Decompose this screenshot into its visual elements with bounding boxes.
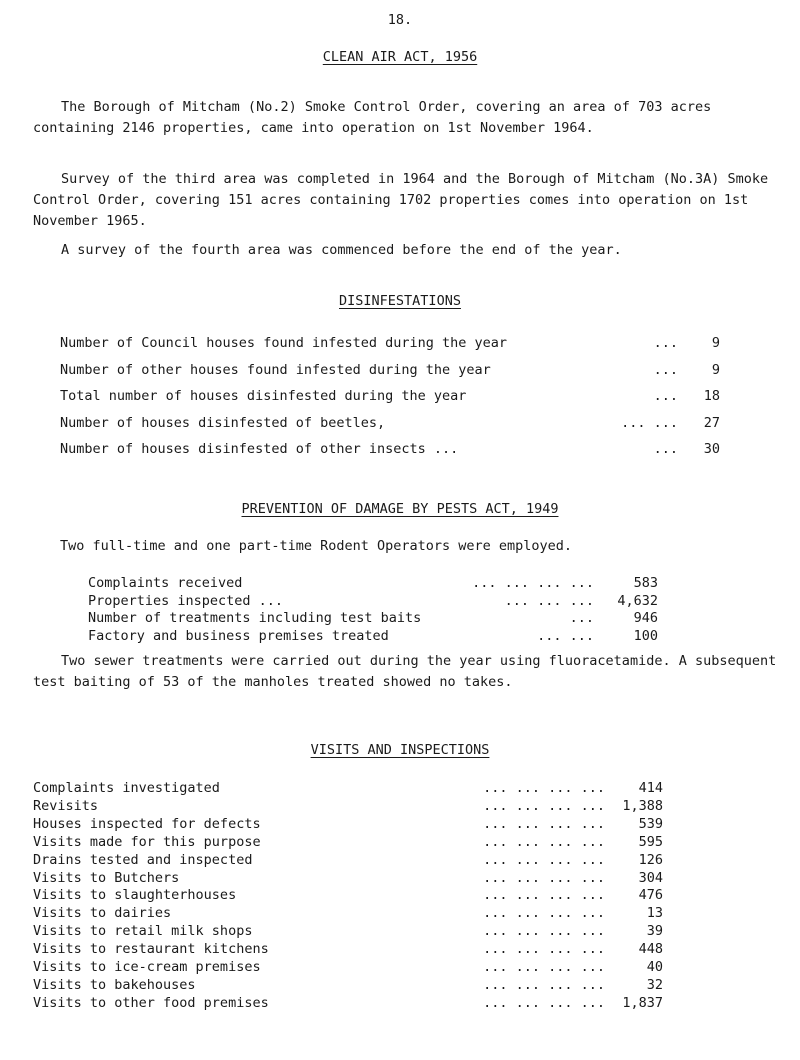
pests-row-value: 100 [633, 627, 658, 644]
pests-row-value: 946 [633, 610, 658, 626]
disinfestation-row-label: Total number of houses disinfested during the year [60, 388, 467, 404]
visits-row-label: Visits made for this purpose [33, 833, 261, 850]
pests-row-value: 4,632 [617, 592, 658, 609]
disinfestation-row-value: 27 [703, 414, 720, 431]
visits-row-label: Houses inspected for defects [33, 815, 261, 832]
pests-closing-paragraph: Two sewer treatments were carried out during the year using fluoracetamide. A subsequent test baiting of 53 of the manholes treated showed no takes. [33, 653, 777, 690]
visits-row-label: Visits to ice-cream premises [33, 959, 261, 975]
pests-intro: Two full-time and one part-time Rodent Operators were employed. [60, 538, 573, 554]
visits-row-label: Visits to other food premises [33, 994, 269, 1011]
disinfestation-row [60, 414, 720, 433]
pests-row [88, 577, 658, 593]
disinfestation-row [60, 337, 720, 353]
clean-air-paragraph-1: The Borough of Mitcham (No.2) Smoke Control Order, covering an area of 703 acres containing 2146 properties, came into operation on 1st November 1964. [33, 99, 712, 136]
disinfestation-row-value: 30 [703, 441, 720, 457]
visits-row-value: 1,388 [622, 797, 663, 814]
visits-row [33, 976, 663, 995]
visits-row-value: 32 [646, 976, 663, 993]
visits-row [33, 869, 663, 888]
disinfestation-row [60, 390, 720, 406]
disinfestation-row-value: 9 [711, 361, 720, 378]
disinfestation-row-leader: ... [653, 388, 678, 404]
visits-row-value: 1,837 [622, 994, 663, 1011]
visits-row-label: Visits to restaurant kitchens [33, 941, 269, 958]
pests-row-label: Properties inspected ... [88, 592, 284, 609]
visits-row-value: 39 [646, 923, 663, 940]
visits-row-leader: ... ... ... ... [483, 851, 605, 868]
visits-row [33, 851, 663, 870]
page-number: 18. [387, 12, 413, 28]
visits-row [33, 815, 663, 834]
visits-row [33, 797, 663, 816]
clean-air-paragraph-3: A survey of the fourth area was commenced before the end of the year. [61, 242, 622, 258]
visits-row-value: 40 [646, 959, 663, 975]
pests-row-label: Complaints received [88, 575, 243, 591]
visits-row-label: Complaints investigated [33, 780, 220, 796]
visits-row [33, 782, 663, 798]
visits-heading: VISITS AND INSPECTIONS [310, 742, 490, 758]
visits-row-leader: ... ... ... ... [483, 994, 605, 1011]
visits-row-leader: ... ... ... ... [483, 833, 605, 850]
visits-row [33, 907, 663, 923]
clean-air-heading: CLEAN AIR ACT, 1956 [322, 49, 478, 65]
pests-row-label: Number of treatments including test baits [88, 610, 422, 626]
pests-row [88, 627, 658, 646]
pests-row-leader: ... ... [537, 627, 594, 644]
pests-row-value: 583 [633, 575, 658, 591]
visits-row-leader: ... ... ... ... [483, 976, 605, 993]
visits-row-value: 13 [646, 905, 663, 922]
disinfestation-row-leader: ... ... [621, 414, 678, 431]
disinfestation-row-label: Number of houses disinfested of other insects ... [60, 441, 459, 457]
visits-row-leader: ... ... ... ... [483, 941, 605, 958]
disinfestation-row-leader: ... [653, 441, 678, 457]
visits-row-leader: ... ... ... ... [483, 869, 605, 886]
visits-row-value: 476 [638, 887, 663, 904]
visits-row-value: 448 [638, 941, 663, 958]
visits-row [33, 833, 663, 852]
visits-row-value: 126 [638, 851, 663, 868]
visits-row-leader: ... ... ... ... [483, 887, 605, 904]
visits-row-label: Visits to slaughterhouses [33, 887, 237, 904]
visits-row-label: Visits to Butchers [33, 869, 180, 886]
visits-row [33, 961, 663, 977]
visits-row-value: 595 [638, 833, 663, 850]
clean-air-paragraph-2: Survey of the third area was completed in 1964 and the Borough of Mitcham (No.3A) Smoke Control Order, covering 151 acres containing 1702 properties comes into operation on 1st November 1965. [33, 171, 769, 229]
visits-row-label: Visits to bakehouses [33, 976, 196, 993]
visits-row-leader: ... ... ... ... [483, 780, 605, 796]
disinfestation-row-value: 9 [711, 335, 720, 351]
visits-row-value: 414 [638, 780, 663, 796]
pests-row [88, 592, 658, 611]
pests-row-leader: ... ... ... ... [472, 575, 594, 591]
pests-row-leader: ... ... ... [504, 592, 594, 609]
visits-row [33, 889, 663, 905]
visits-row [33, 925, 663, 941]
pests-row-label: Factory and business premises treated [88, 627, 389, 644]
pests-row [88, 612, 658, 628]
visits-row-label: Drains tested and inspected [33, 851, 253, 868]
disinfestation-row-value: 18 [703, 388, 720, 404]
visits-row [33, 994, 663, 1013]
pests-row-leader: ... [569, 610, 594, 626]
visits-row-label: Visits to dairies [33, 905, 172, 922]
visits-row-value: 539 [638, 815, 663, 832]
disinfestation-row-leader: ... [653, 361, 678, 378]
visits-row-leader: ... ... ... ... [483, 923, 605, 940]
visits-row-label: Revisits [33, 797, 99, 814]
visits-row-leader: ... ... ... ... [483, 815, 605, 832]
disinfestation-row [60, 361, 720, 380]
visits-row-label: Visits to retail milk shops [33, 923, 253, 940]
disinfestation-row-label: Number of other houses found infested during the year [60, 361, 491, 378]
visits-row-leader: ... ... ... ... [483, 797, 605, 814]
disinfestation-row-leader: ... [653, 335, 678, 351]
visits-row-value: 304 [638, 869, 663, 886]
disinfestation-row [60, 443, 720, 459]
disinfestation-row-label: Number of Council houses found infested during the year [60, 335, 508, 351]
visits-row [33, 943, 663, 959]
visits-row-leader: ... ... ... ... [483, 905, 605, 922]
visits-row-leader: ... ... ... ... [483, 959, 605, 975]
disinfestations-heading: DISINFESTATIONS [339, 293, 461, 309]
disinfestation-row-label: Number of houses disinfested of beetles, [60, 414, 386, 431]
pests-heading: PREVENTION OF DAMAGE BY PESTS ACT, 1949 [241, 501, 559, 517]
